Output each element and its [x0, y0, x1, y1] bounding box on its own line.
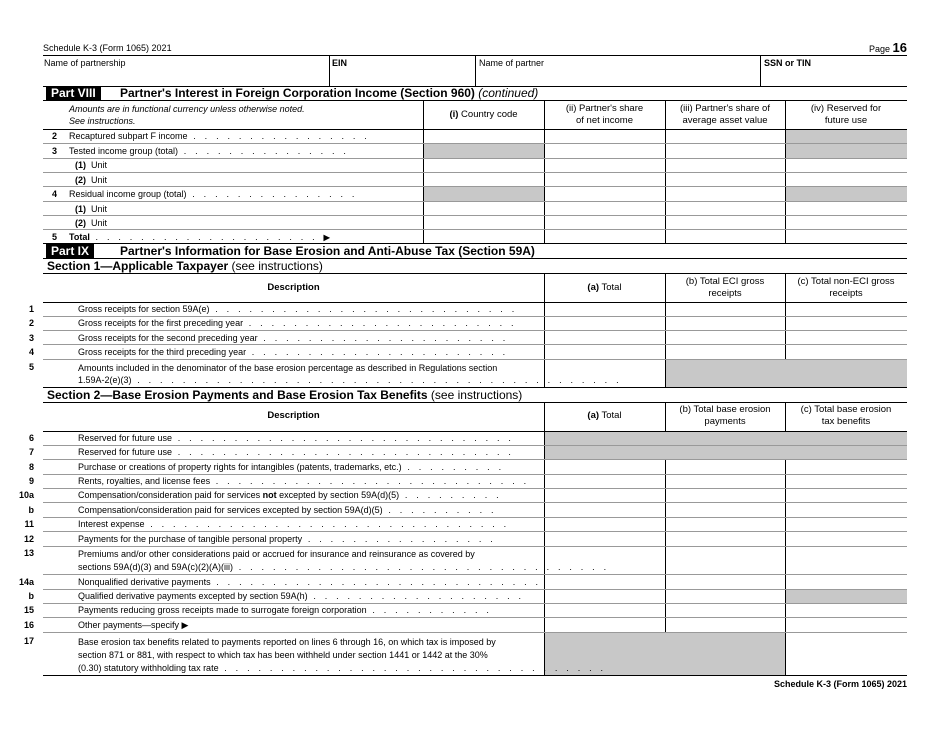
- row-gross-receipts-second-year: Gross receipts for the second preceding year . . . . . . . . . . . . . . . . . . . . . .: [78, 333, 509, 343]
- row-surrogate-foreign: Payments reducing gross receipts made to surrogate foreign corporation . . . . . . . . . . .: [78, 605, 493, 615]
- row-num: 12: [23, 534, 34, 544]
- row-num: 10a: [18, 490, 34, 500]
- col-partner-share-asset-value: (iii) Partner's share of average asset value: [680, 103, 770, 126]
- row-other-payments: Other payments—specify ▶: [78, 620, 189, 630]
- name-of-partner-label: Name of partner: [479, 58, 545, 68]
- row-reserved-7: Reserved for future use . . . . . . . . . . . . . . . . . . . . . . . . . . . . . .: [78, 447, 515, 457]
- section1-title: Section 1—Applicable Taxpayer (see instructions): [47, 259, 323, 273]
- row-num: 6: [28, 433, 34, 443]
- row-compensation-excepted: Compensation/consideration paid for services excepted by section 59A(d)(5) . . . . . . . . . .: [78, 505, 497, 515]
- row-num: 4: [51, 189, 57, 199]
- row-num: 3: [28, 333, 34, 343]
- row-unit-2: (2) Unit: [75, 218, 108, 228]
- ein-label: EIN: [332, 58, 348, 68]
- section2-col-description: Description: [267, 410, 320, 421]
- row-rents-royalties: Rents, royalties, and license fees . . . . . . . . . . . . . . . . . . . . . . . . . . . .: [78, 476, 530, 486]
- page-number-label: [869, 40, 907, 55]
- row-gross-receipts-first-year: Gross receipts for the first preceding year . . . . . . . . . . . . . . . . . . . . . . . .: [78, 318, 517, 328]
- section2-col-base-erosion-payments: (b) Total base erosion payments: [679, 404, 771, 427]
- section2-title: Section 2—Base Erosion Payments and Base Erosion Tax Benefits (see instructions): [47, 388, 523, 402]
- row-num: 15: [23, 605, 34, 615]
- row-num: 5: [28, 362, 34, 372]
- part8-note: Amounts are in functional currency unless otherwise noted. See instructions.: [69, 104, 305, 126]
- section1-col-total: (a) Total: [587, 282, 622, 293]
- part9-label: Part IX: [46, 244, 94, 258]
- row-residual-income-group: Residual income group (total) . . . . . . . . . . . . . . .: [69, 189, 358, 199]
- row-denominator-base-erosion: Amounts included in the denominator of the base erosion percentage as described in Regulations section 1.59A-2(e)(3) . . . . . . . . . . . . . . . . . . . . . . . . . . . . . . . . . . . . . . . . . . .: [78, 363, 622, 385]
- row-total: Total . . . . . . . . . . . . . . . . . . . . ▶: [69, 232, 330, 242]
- row-num: 2: [51, 131, 57, 141]
- section1-col-non-eci: (c) Total non-ECI gross receipts: [797, 276, 895, 299]
- row-compensation-not-excepted: Compensation/consideration paid for services not excepted by section 59A(d)(5) . . . . . . . . .: [78, 490, 502, 500]
- row-gross-receipts-59a: Gross receipts for section 59A(e) . . . . . . . . . . . . . . . . . . . . . . . . . . .: [78, 304, 518, 314]
- row-nonqualified-derivative: Nonqualified derivative payments . . . . . . . . . . . . . . . . . . . . . . . . . . . . .: [78, 577, 542, 587]
- row-num: b: [28, 591, 34, 601]
- row-tested-income-group: Tested income group (total) . . . . . . . . . . . . . . .: [69, 146, 350, 156]
- row-num: 2: [28, 318, 34, 328]
- row-intangibles: Purchase or creations of property rights for intangibles (patents, trademarks, etc.) . . . . . . . . .: [78, 462, 505, 472]
- page-label: Page: [868, 44, 891, 54]
- col-country-code: (i) Country code: [449, 109, 518, 120]
- page-number: 16: [892, 40, 907, 55]
- row-unit-1: (1) Unit: [75, 204, 108, 214]
- row-interest-expense: Interest expense . . . . . . . . . . . . . . . . . . . . . . . . . . . . . . . .: [78, 519, 510, 529]
- section2-col-total: (a) Total: [587, 410, 622, 421]
- row-num: 16: [23, 620, 34, 630]
- row-qualified-derivative: Qualified derivative payments excepted by section 59A(h) . . . . . . . . . . . . . . . . . . .: [78, 591, 525, 601]
- row-recaptured-subpart-f: Recaptured subpart F income . . . . . . . . . . . . . . . .: [69, 131, 370, 141]
- form-title-footer: Schedule K-3 (Form 1065) 2021: [773, 679, 907, 689]
- section1-col-eci: (b) Total ECI gross receipts: [685, 276, 765, 299]
- part9-title: Partner's Information for Base Erosion and Anti-Abuse Tax (Section 59A): [120, 244, 535, 258]
- ssn-or-tin-label: SSN or TIN: [764, 58, 812, 68]
- row-base-erosion-tax-benefits: Base erosion tax benefits related to payments reported on lines 6 through 16, on which tax is imposed by section 871 or 881, with respect to which tax has been withheld under section 1441 or 1442 at the 30% (0.30) statutory withholding tax rate . . . . . . . . . . . . . . . . . . . . . . . . . . . . . . . . . .: [78, 637, 607, 673]
- row-num: b: [28, 505, 34, 515]
- row-num: 1: [28, 304, 34, 314]
- row-num: 11: [24, 519, 34, 529]
- row-num: 3: [51, 146, 57, 156]
- row-reserved-6: Reserved for future use . . . . . . . . . . . . . . . . . . . . . . . . . . . . . .: [78, 433, 515, 443]
- part8-title: Partner's Interest in Foreign Corporation Income (Section 960) (continued): [120, 86, 539, 100]
- row-gross-receipts-third-year: Gross receipts for the third preceding year . . . . . . . . . . . . . . . . . . . . . . .: [78, 347, 509, 357]
- name-of-partnership-label: Name of partnership: [44, 58, 126, 68]
- col-partner-share-net-income: (ii) Partner's share of net income: [565, 103, 644, 126]
- row-num: 4: [28, 347, 34, 357]
- arrow-icon: ▶: [323, 233, 330, 242]
- row-unit-1: (1) Unit: [75, 160, 108, 170]
- row-num: 17: [23, 636, 34, 646]
- row-unit-2: (2) Unit: [75, 175, 108, 185]
- row-num: 5: [51, 232, 57, 242]
- row-insurance-premiums: Premiums and/or other considerations paid or accrued for insurance and reinsurance as covered by sections 59A(d)(3) and 59A(c)(2)(A)(iii) . . . . . . . . . . . . . . . . . . . . . . . . . . . . . . . . .: [78, 549, 610, 572]
- section2-col-tax-benefits: (c) Total base erosion tax benefits: [800, 404, 892, 427]
- row-num: 14a: [18, 577, 34, 587]
- row-num: 8: [28, 462, 34, 472]
- part8-label: Part VIII: [46, 86, 101, 100]
- row-num: 13: [23, 548, 34, 558]
- col-reserved-future-use: (iv) Reserved for future use: [810, 103, 882, 126]
- row-tangible-property: Payments for the purchase of tangible personal property . . . . . . . . . . . . . . . . .: [78, 534, 496, 544]
- form-title-header: Schedule K-3 (Form 1065) 2021: [43, 43, 172, 53]
- section1-col-description: Description: [267, 282, 320, 293]
- row-num: 7: [28, 447, 34, 457]
- row-num: 9: [28, 476, 34, 486]
